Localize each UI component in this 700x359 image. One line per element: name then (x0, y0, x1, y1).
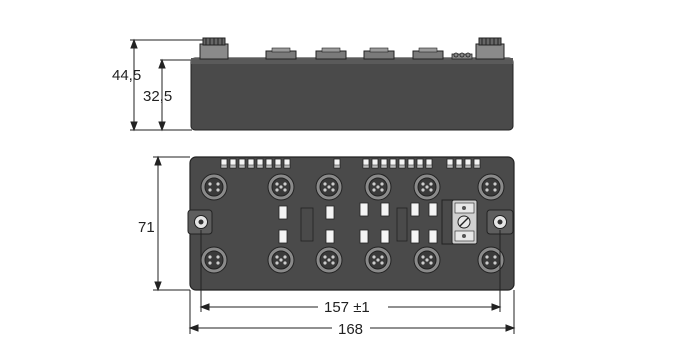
mounting-hole-left-center (199, 220, 204, 225)
side-screw-detail (452, 53, 472, 59)
body-height-label: 32,5 (143, 88, 173, 105)
connector-top-2 (268, 174, 294, 200)
connector-top-6 (478, 174, 504, 200)
connector-bottom-4 (365, 247, 391, 273)
connector-bottom-3 (316, 247, 342, 273)
connector-top-1 (201, 174, 227, 200)
connector-top-5 (414, 174, 440, 200)
connector-bottom-2 (268, 247, 294, 273)
side-housing (191, 58, 513, 130)
connector-bottom-5 (414, 247, 440, 273)
depth-label: 71 (138, 219, 155, 236)
side-connector-left (200, 38, 228, 59)
mounting-hole-right-center (498, 220, 503, 225)
address-switch-block (442, 200, 477, 244)
top-view (138, 157, 514, 338)
connector-bottom-1 (201, 247, 227, 273)
hole-spacing-label: 157 ±1 (324, 299, 370, 316)
side-connector-right (476, 38, 504, 59)
side-view (112, 38, 513, 130)
total-height-label: 44,5 (112, 67, 142, 84)
connector-top-4 (365, 174, 391, 200)
connector-top-3 (316, 174, 342, 200)
total-length-label: 168 (338, 321, 364, 338)
side-connector-caps (272, 48, 437, 52)
depth-dimension-lines (153, 157, 190, 290)
